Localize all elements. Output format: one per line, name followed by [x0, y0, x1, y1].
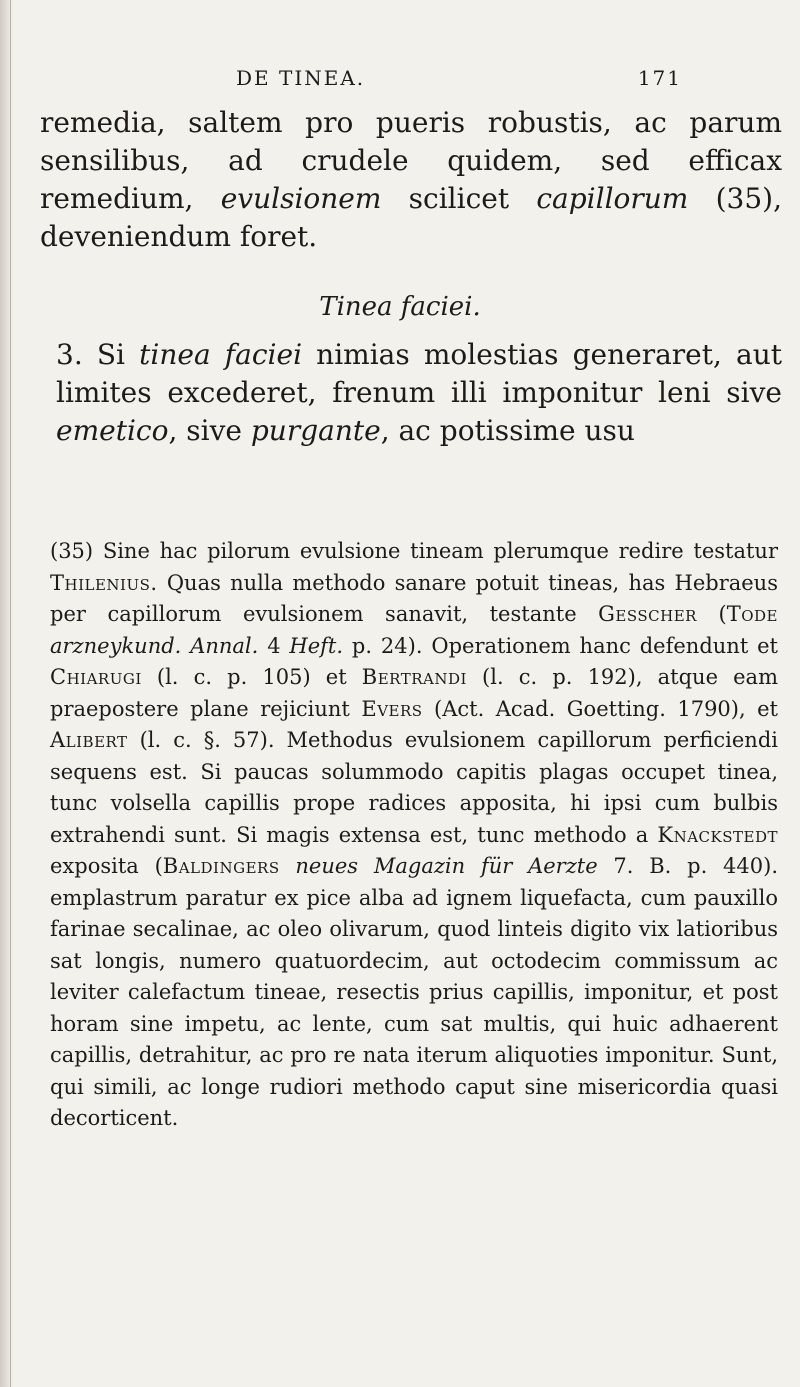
- paragraph-continuation: remedia, saltem pro pueris robustis, ac parum sensilibus, ad crudele quidem, sed efficax remedium, evulsionem scilicet capillorum (35), deveniendum foret.: [40, 106, 782, 253]
- footnote-35: (35) Sine hac pilorum evulsione tineam plerumque redire testatur Thilenius. Quas nulla methodo sanare potuit tineas, has Hebraeus per capillorum evulsionem sanavit, testante Gesscher (Tode arzneykund. Annal. 4 Heft. p. 24). Operationem hanc defendunt et Chiarugi (l. c. p. 105) et Bertrandi (l. c. p. 192), atque eam praepostere plane rejiciunt Evers (Act. Acad. Goetting. 1790), et Alibert (l. c. §. 57). Methodus evulsionem capillorum perficiendi sequens est. Si paucas solummodo capitis plagas occupet tinea, tunc volsella capillis prope radices apposita, hi ipsi cum bulbis extrahendi sunt. Si magis extensa est, tunc methodo a Knackstedt exposita (Baldingers neues Magazin für Aerzte 7. B. p. 440). emplastrum paratur ex pice alba ad ignem liquefacta, cum pauxillo farinae secalinae, ac oleo olivarum, quod linteis digito vix latioribus sat longis, numero quatuordecim, aut octodecim commissum ac leviter calefactum tineae, resectis prius capillis, imponitur, et post horam sine impetu, ac lente, cum sat multis, qui huic adhaerent capillis, detrahitur, ac pro re nata iterum aliquoties imponitur. Sunt, qui simili, ac longe rudiori methodo caput sine misericordia quasi decorticent.: [50, 539, 778, 1130]
- page-binding-shadow: [0, 0, 14, 1387]
- page-number: 171: [637, 66, 682, 90]
- running-header: [236, 66, 696, 98]
- page-edge-rule: [10, 0, 11, 1387]
- paragraph-tinea-faciei: 3. Si tinea faciei nimias molestias generaret, aut limites excederet, frenum illi imponitur leni sive emetico, sive purgante, ac potissime usu: [56, 338, 783, 447]
- section-title: Tinea faciei.: [319, 292, 481, 322]
- running-title: DE TINEA.: [236, 66, 366, 90]
